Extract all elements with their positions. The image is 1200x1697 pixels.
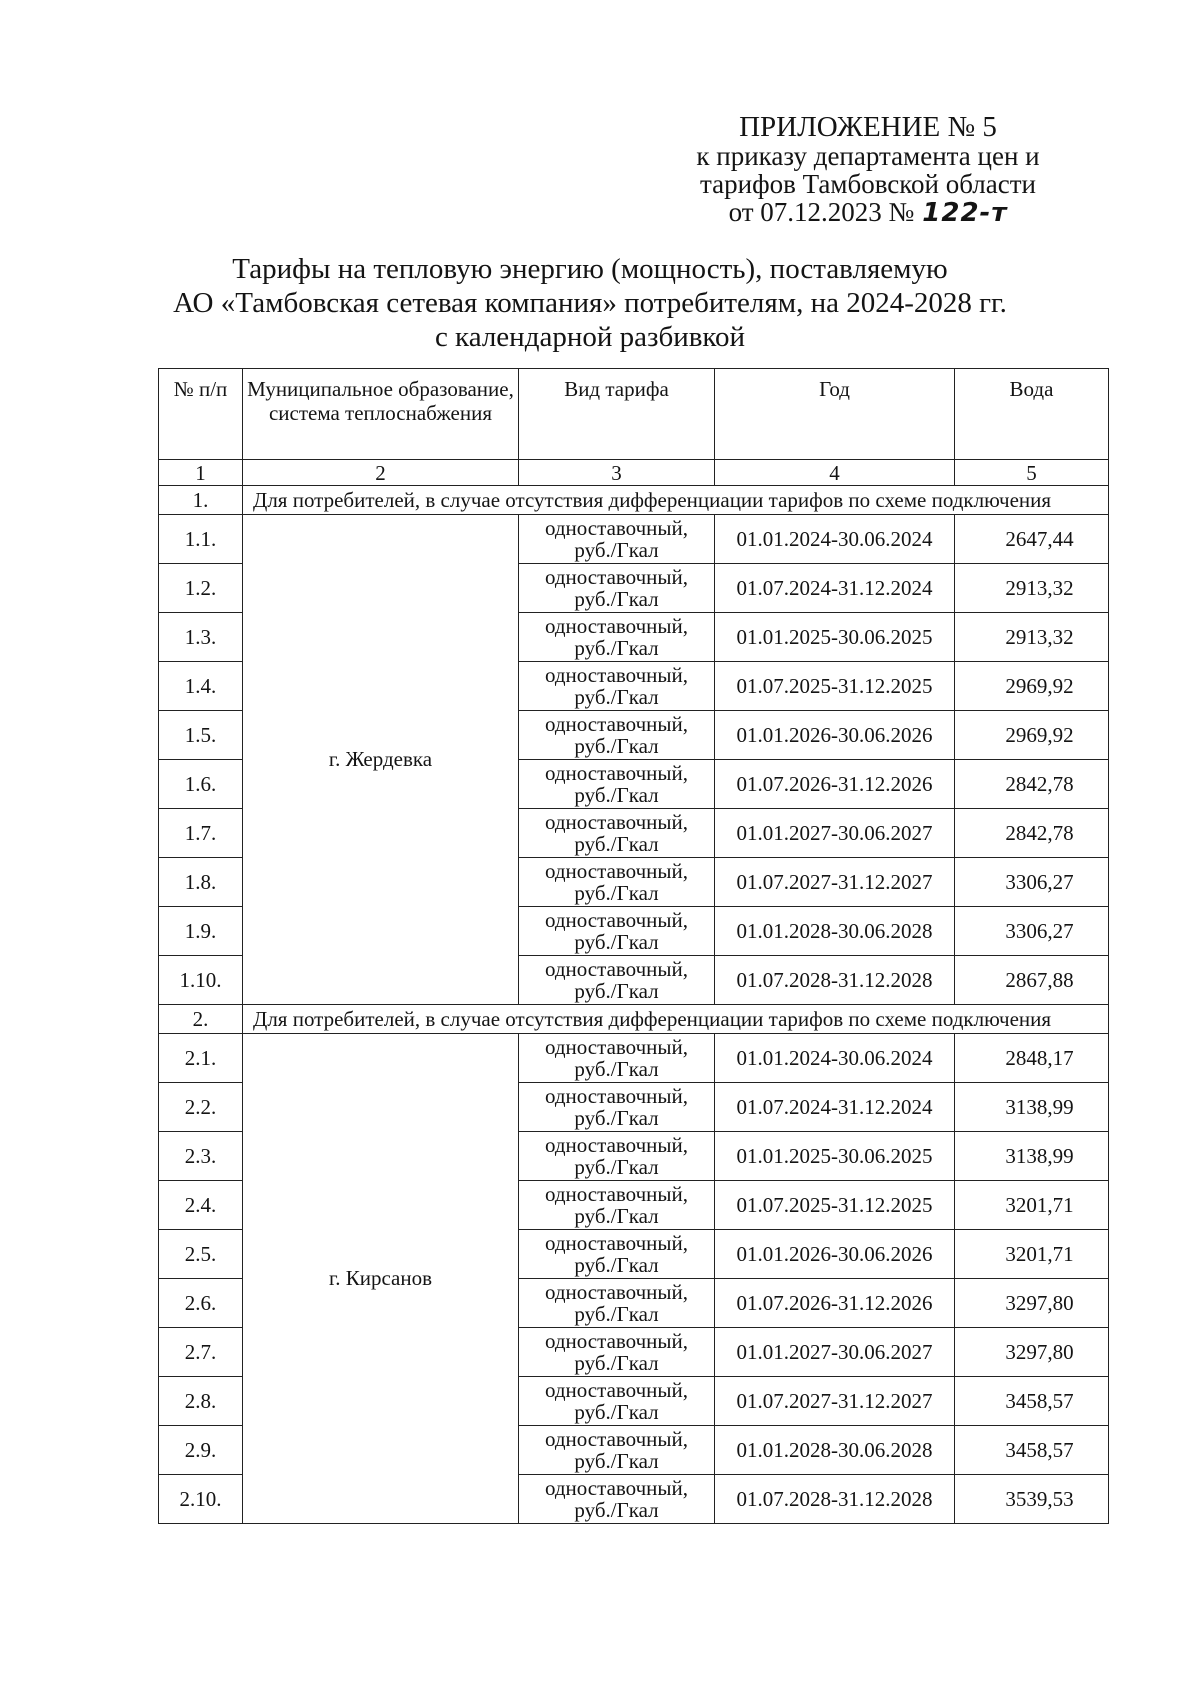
appendix-line-1: к приказу департамента цен и xyxy=(696,141,1040,171)
tariff-period: 01.07.2024-31.12.2024 xyxy=(715,1083,955,1132)
tariff-type: одноставочный, руб./Гкал xyxy=(519,956,715,1005)
order-number-handwritten: 122-т xyxy=(922,198,1008,228)
tariff-period: 01.07.2027-31.12.2027 xyxy=(715,1377,955,1426)
tariff-type: одноставочный, руб./Гкал xyxy=(519,515,715,564)
table-row xyxy=(159,515,1109,564)
tariff-value: 2842,78 xyxy=(955,760,1109,809)
tariff-type: одноставочный, руб./Гкал xyxy=(519,858,715,907)
tariff-period: 01.07.2026-31.12.2026 xyxy=(715,1279,955,1328)
tariff-value: 3458,57 xyxy=(955,1426,1109,1475)
tariff-type: одноставочный, руб./Гкал xyxy=(519,1181,715,1230)
header-cell: № п/п xyxy=(159,369,243,460)
tariff-value: 3201,71 xyxy=(955,1181,1109,1230)
tariff-type: одноставочный, руб./Гкал xyxy=(519,1377,715,1426)
tariff-period: 01.07.2028-31.12.2028 xyxy=(715,1475,955,1524)
row-number: 2.8. xyxy=(159,1377,243,1426)
table-row xyxy=(159,1034,1109,1083)
row-number: 2.1. xyxy=(159,1034,243,1083)
header-cell: Муниципальное образование, система теплоснабжения xyxy=(243,369,519,460)
column-number: 5 xyxy=(955,460,1109,486)
appendix-title: ПРИЛОЖЕНИЕ № 5 xyxy=(739,111,997,143)
tariff-type: одноставочный, руб./Гкал xyxy=(519,809,715,858)
tariff-period: 01.01.2024-30.06.2024 xyxy=(715,1034,955,1083)
header-cell: Год xyxy=(715,369,955,460)
row-number: 1.7. xyxy=(159,809,243,858)
title-line-3: с календарной разбивкой xyxy=(434,321,746,353)
tariff-type: одноставочный, руб./Гкал xyxy=(519,1132,715,1181)
tariff-period: 01.07.2025-31.12.2025 xyxy=(715,1181,955,1230)
row-number: 1.10. xyxy=(159,956,243,1005)
table-header-row xyxy=(159,369,1109,460)
appendix-line-2: тарифов Тамбовской области xyxy=(700,169,1036,199)
municipality-cell: г. Кирсанов xyxy=(243,1034,519,1524)
tariff-period: 01.01.2028-30.06.2028 xyxy=(715,907,955,956)
row-number: 1.3. xyxy=(159,613,243,662)
tariff-period: 01.07.2024-31.12.2024 xyxy=(715,564,955,613)
header-cell: Вода xyxy=(955,369,1109,460)
row-number: 1.1. xyxy=(159,515,243,564)
row-number: 2.7. xyxy=(159,1328,243,1377)
tariff-type: одноставочный, руб./Гкал xyxy=(519,760,715,809)
tariff-period: 01.01.2025-30.06.2025 xyxy=(715,1132,955,1181)
tariff-period: 01.07.2026-31.12.2026 xyxy=(715,760,955,809)
tariff-table xyxy=(158,368,1109,1524)
tariff-type: одноставочный, руб./Гкал xyxy=(519,1230,715,1279)
tariff-type: одноставочный, руб./Гкал xyxy=(519,1083,715,1132)
table-body xyxy=(159,486,1109,1524)
column-number-row xyxy=(159,460,1109,486)
row-number: 1.4. xyxy=(159,662,243,711)
tariff-period: 01.01.2028-30.06.2028 xyxy=(715,1426,955,1475)
tariff-value: 3539,53 xyxy=(955,1475,1109,1524)
tariff-value: 2647,44 xyxy=(955,515,1109,564)
tariff-value: 2969,92 xyxy=(955,711,1109,760)
group-number: 1. xyxy=(159,486,243,515)
title-line-1: Тарифы на тепловую энергию (мощность), поставляемую xyxy=(232,253,948,285)
tariff-value: 3458,57 xyxy=(955,1377,1109,1426)
appendix-header xyxy=(668,112,1068,227)
title-line-2: АО «Тамбовская сетевая компания» потребителям, на 2024-2028 гг. xyxy=(173,287,1007,319)
row-number: 1.5. xyxy=(159,711,243,760)
tariff-value: 2969,92 xyxy=(955,662,1109,711)
tariff-period: 01.01.2025-30.06.2025 xyxy=(715,613,955,662)
appendix-date-text: от 07.12.2023 № xyxy=(728,197,915,227)
tariff-value: 2842,78 xyxy=(955,809,1109,858)
tariff-type: одноставочный, руб./Гкал xyxy=(519,1426,715,1475)
tariff-period: 01.01.2027-30.06.2027 xyxy=(715,809,955,858)
row-number: 1.2. xyxy=(159,564,243,613)
tariff-value: 3138,99 xyxy=(955,1132,1109,1181)
tariff-type: одноставочный, руб./Гкал xyxy=(519,1279,715,1328)
group-number: 2. xyxy=(159,1005,243,1034)
row-number: 2.5. xyxy=(159,1230,243,1279)
tariff-period: 01.07.2028-31.12.2028 xyxy=(715,956,955,1005)
tariff-value: 3297,80 xyxy=(955,1328,1109,1377)
group-row xyxy=(159,486,1109,515)
tariff-type: одноставочный, руб./Гкал xyxy=(519,613,715,662)
row-number: 1.6. xyxy=(159,760,243,809)
tariff-period: 01.07.2025-31.12.2025 xyxy=(715,662,955,711)
column-number: 2 xyxy=(243,460,519,486)
tariff-period: 01.07.2027-31.12.2027 xyxy=(715,858,955,907)
row-number: 2.2. xyxy=(159,1083,243,1132)
tariff-value: 3297,80 xyxy=(955,1279,1109,1328)
municipality-cell: г. Жердевка xyxy=(243,515,519,1005)
group-row xyxy=(159,1005,1109,1034)
group-label: Для потребителей, в случае отсутствия дифференциации тарифов по схеме подключения xyxy=(243,486,1109,515)
tariff-value: 3306,27 xyxy=(955,858,1109,907)
header-cell: Вид тарифа xyxy=(519,369,715,460)
row-number: 2.9. xyxy=(159,1426,243,1475)
tariff-value: 2913,32 xyxy=(955,613,1109,662)
row-number: 2.6. xyxy=(159,1279,243,1328)
tariff-period: 01.01.2024-30.06.2024 xyxy=(715,515,955,564)
tariff-period: 01.01.2027-30.06.2027 xyxy=(715,1328,955,1377)
document-title xyxy=(140,252,1040,354)
column-number: 4 xyxy=(715,460,955,486)
tariff-value: 2913,32 xyxy=(955,564,1109,613)
tariff-type: одноставочный, руб./Гкал xyxy=(519,662,715,711)
tariff-type: одноставочный, руб./Гкал xyxy=(519,1034,715,1083)
tariff-value: 2867,88 xyxy=(955,956,1109,1005)
column-number: 3 xyxy=(519,460,715,486)
appendix-date-line xyxy=(668,198,1068,227)
row-number: 2.10. xyxy=(159,1475,243,1524)
group-label: Для потребителей, в случае отсутствия дифференциации тарифов по схеме подключения xyxy=(243,1005,1109,1034)
tariff-value: 3201,71 xyxy=(955,1230,1109,1279)
tariff-type: одноставочный, руб./Гкал xyxy=(519,711,715,760)
tariff-value: 3138,99 xyxy=(955,1083,1109,1132)
row-number: 1.9. xyxy=(159,907,243,956)
row-number: 2.3. xyxy=(159,1132,243,1181)
tariff-type: одноставочный, руб./Гкал xyxy=(519,564,715,613)
tariff-type: одноставочный, руб./Гкал xyxy=(519,1328,715,1377)
tariff-value: 2848,17 xyxy=(955,1034,1109,1083)
row-number: 1.8. xyxy=(159,858,243,907)
tariff-type: одноставочный, руб./Гкал xyxy=(519,907,715,956)
column-number: 1 xyxy=(159,460,243,486)
row-number: 2.4. xyxy=(159,1181,243,1230)
tariff-period: 01.01.2026-30.06.2026 xyxy=(715,711,955,760)
tariff-value: 3306,27 xyxy=(955,907,1109,956)
tariff-type: одноставочный, руб./Гкал xyxy=(519,1475,715,1524)
tariff-period: 01.01.2026-30.06.2026 xyxy=(715,1230,955,1279)
